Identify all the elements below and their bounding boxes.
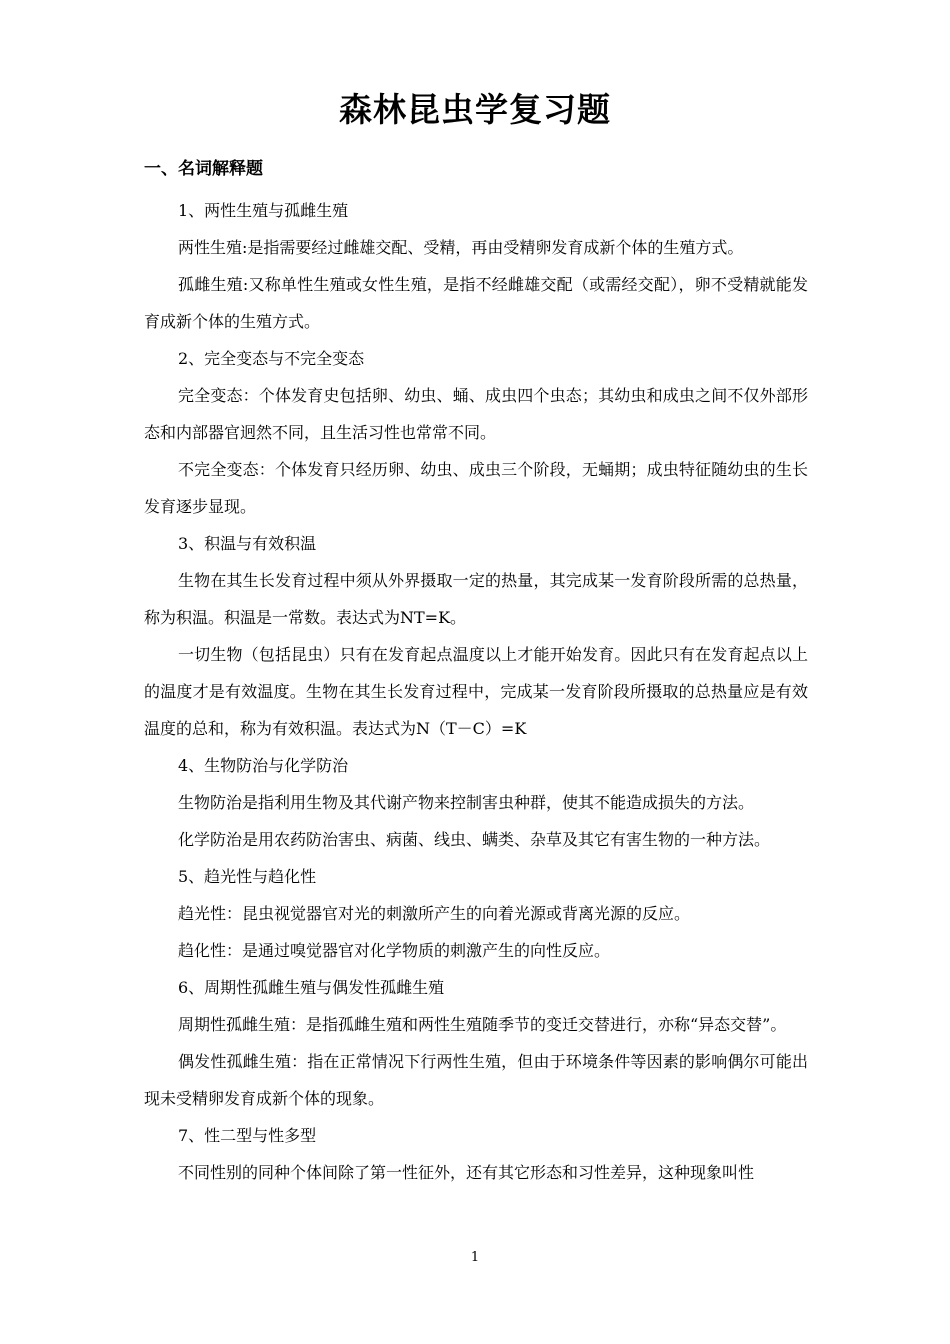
paragraph: 化学防治是用农药防治害虫、病菌、线虫、螨类、杂草及其它有害生物的一种方法。 (178, 830, 771, 849)
subheading: 2、完全变态与不完全变态 (178, 349, 365, 368)
paragraph: 生物在其生长发育过程中须从外界摄取一定的热量，其完成某一发育阶段所需的总热量，称为积温。积温是一常数。表达式为NT=K。 (144, 571, 808, 627)
document-title: 森林昆虫学复习题 (339, 90, 611, 129)
paragraph: 周期性孤雌生殖：是指孤雌生殖和两性生殖随季节的变迁交替进行，亦称“异态交替”。 (178, 1015, 787, 1034)
subheading: 3、积温与有效积温 (178, 534, 317, 553)
page-number: 1 (470, 1250, 480, 1265)
subheading: 5、趋光性与趋化性 (178, 867, 317, 886)
paragraph: 生物防治是指利用生物及其代谢产物来控制害虫种群，使其不能造成损失的方法。 (178, 793, 755, 812)
section-heading: 一、名词解释题 (144, 159, 263, 179)
subheading: 4、生物防治与化学防治 (178, 756, 349, 775)
subheading: 7、性二型与性多型 (178, 1126, 317, 1145)
document-body (144, 192, 808, 1191)
paragraph: 不同性别的同种个体间除了第一性征外，还有其它形态和习性差异，这种现象叫性 (178, 1163, 755, 1182)
paragraph: 不完全变态：个体发育只经历卵、幼虫、成虫三个阶段，无蛹期；成虫特征随幼虫的生长发育逐步显现。 (144, 460, 808, 516)
paragraph: 两性生殖:是指需要经过雌雄交配、受精，再由受精卵发育成新个体的生殖方式。 (178, 238, 744, 257)
paragraph: 完全变态：个体发育史包括卵、幼虫、蛹、成虫四个虫态；其幼虫和成虫之间不仅外部形态和内部器官迥然不同，且生活习性也常常不同。 (144, 386, 808, 442)
paragraph: 偶发性孤雌生殖：指在正常情况下行两性生殖，但由于环境条件等因素的影响偶尔可能出现未受精卵发育成新个体的现象。 (144, 1052, 808, 1108)
subheading: 6、周期性孤雌生殖与偶发性孤雌生殖 (178, 978, 445, 997)
paragraph: 趋光性：昆虫视觉器官对光的刺激所产生的向着光源或背离光源的反应。 (178, 904, 691, 923)
subheading: 1、两性生殖与孤雌生殖 (178, 201, 349, 220)
paragraph: 孤雌生殖:又称单性生殖或女性生殖，是指不经雌雄交配（或需经交配），卵不受精就能发育成新个体的生殖方式。 (144, 275, 808, 331)
paragraph: 一切生物（包括昆虫）只有在发育起点温度以上才能开始发育。因此只有在发育起点以上的温度才是有效温度。生物在其生长发育过程中，完成某一发育阶段所摄取的总热量应是有效温度的总和，称为有效积温。表达式为N（T－C）=K (144, 645, 808, 738)
paragraph: 趋化性：是通过嗅觉器官对化学物质的刺激产生的向性反应。 (178, 941, 611, 960)
